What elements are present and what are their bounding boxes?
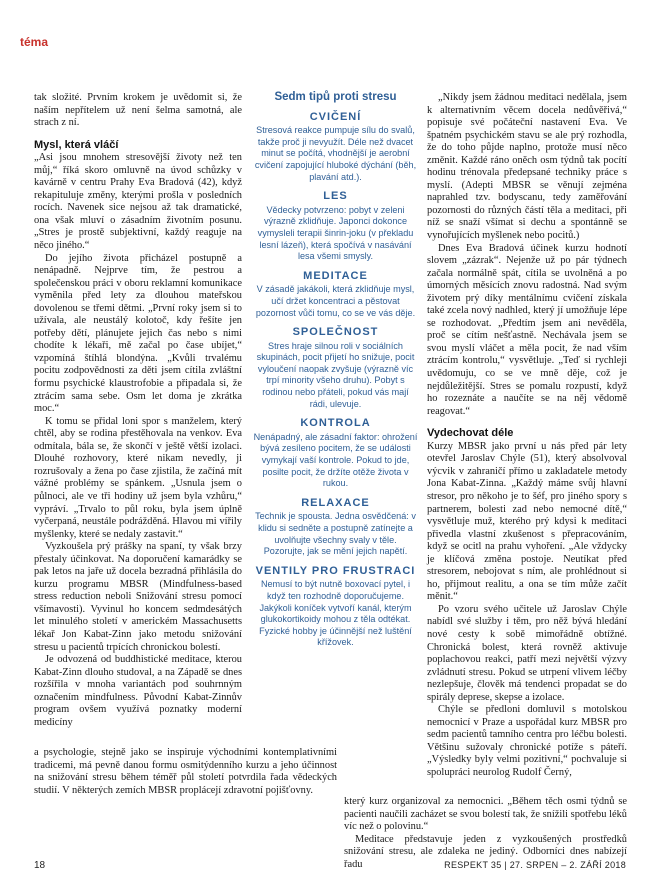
- paragraph: Chýle se předloni domluvil s motolskou nemocnicí v Praze a uspořádal kurz MBSR pro sedm pacientů tamního centra pro léčbu bolesti. Většinu sužovaly chronické potíže s páteří. „Výsledky byly velmi pozitivní,“ pochvaluje si spolupráci neurolog Rudolf Černý,: [427, 704, 627, 778]
- paragraph: Do jejího života přicházel postupně a nenápadně. Nejprve tím, že pestrou a společenskou práci v oboru reklamní komunikace vyměnila před lety za dlouhou mateřskou dovolenou se třemi dětmi. „První roky jsem si to užívala, ale neustálý kolotoč, kdy řešíte jen potřeby dětí, plánujete jejich čas nebo s nimi chodíte k lékaři, mě začal po čase ubíjet,“ vzpomíná štíhlá blondýna. „Kvůli trvalému pocitu zodpovědnosti za děti jsem cítila zvláštní formu psychické klaustrofobie a připadala si, že ztrácím sama sebe. Osm let doma je zkrátka moc.“: [34, 252, 242, 415]
- tip-text: Stres hraje silnou roli v sociálních skupinách, pocit přijetí ho snižuje, pocit vyloučení naopak zvyšuje (výrazně víc trpí minority všeho druhu). Pobyt s rodinou nebo přáteli, pokud vás mají rádi, ulevuje.: [256, 340, 415, 409]
- tip-heading: RELAXACE: [301, 496, 370, 509]
- tip-heading: MEDITACE: [303, 269, 368, 282]
- tip-text: Nenápadný, ale zásadní faktor: ohrožení bývá zesíleno pocitem, že se události vymykají vaší kontrole. Pokud to jde, posilte pocit, že držíte otěže života v rukou.: [253, 431, 418, 489]
- paragraph: Kurzy MBSR jako první u nás před pár lety otevřel Jaroslav Chýle (51), který absolvoval výcvik v zahraničí přímo u zakladatele metody Jona Kabat-Zinna. „Každý máme svůj hlavní stresor, pro někoho je to šéf, pro jiného spory s partnerem, bolesti zad nebo nemocné dítě,“ vysvětluje muž, kterého prý kdysi k meditaci přivedla vlastní zkušenost s přepracováním, když se ocitl na prahu vyhoření. „Ale vždycky je klíčová změna postoje. Neutíkat před stresorem, nebojovat s ním, ale prohlédnout si ho, přijmout realitu, a ona se tím může začít měnit.“: [427, 440, 627, 603]
- tip-spolecnost: [253, 327, 418, 410]
- paragraph: a psychologie, stejně jako se inspiruje východními kontemplativními tradicemi, má pevně danou formu osmitýdenního kurzu a jeho účinnost na snižování stresu během téměř půl století potvrdila řada vědeckých studií. V některých zemích MBSR proplácejí zdravotní pojišťovny.: [34, 747, 337, 796]
- tip-heading: LES: [323, 190, 348, 203]
- issue-info: RESPEKT 35 | 27. SRPEN – 2. ZÁŘÍ 2018: [444, 860, 626, 870]
- sidebar-title: Sedm tipů proti stresu: [274, 91, 397, 103]
- tip-text: V zásadě jakákoli, která zklidňuje mysl, učí držet koncentraci a pěstovat pozornost vůči tomu, co se ve vás děje.: [255, 284, 416, 318]
- paragraph: „Nikdy jsem žádnou meditaci nedělala, jsem k alternativním věcem docela nedůvěřivá,“ popisuje své počáteční nastavení Eva. Ve špatném psychickém stavu se ale prý rozhodla, že do toho půjde naplno, protože musí něco změnit. Každé ráno oněch osm týdnů tak pocítí hodinu trénovala předepsané techniky práce s myslí. (Adepti MBSR se věnují zejména naprahled tzv. bodyscanu, tedy zaměřování pozornosti do různých částí těla a meditaci, při níž se snaží všímat si dechu a spontánně se vynořujících myšlenek nebo pocitů.): [427, 92, 627, 242]
- paragraph: který kurz organizoval za nemocnici. „Během těch osmi týdnů se pacienti naučili zacházet se svou bolestí tak, že snížili spotřebu léků víc než o polovinu.“: [344, 796, 627, 833]
- tip-les: [253, 191, 418, 263]
- subheading: Mysl, která vláčí: [34, 138, 119, 151]
- article-column-left: [34, 92, 242, 729]
- article-bottom-left: [34, 747, 337, 797]
- section-tag: téma: [20, 35, 49, 49]
- tip-meditace: [253, 271, 418, 319]
- tip-text: Nemusí to být nutně boxovací pytel, i když ten rozhodně doporučujeme. Jakýkoli koníček vytvoří kanál, kterým glukokortikoidy mohou z těla odtékat. Fyzické hobby je účinnější než luštění křížovek.: [259, 579, 412, 648]
- tip-heading: CVIČENÍ: [309, 110, 362, 123]
- tip-cviceni: [253, 112, 418, 184]
- tips-sidebar: [253, 92, 418, 649]
- subheading: Vydechovat déle: [427, 427, 514, 440]
- tip-heading: SPOLEČNOST: [292, 326, 379, 339]
- tip-text: Vědecky potvrzeno: pobyt v zeleni výrazně zklidňuje. Japonci dokonce vymysleli terapii šinrin-joku (v překladu lesní lázeň), která spočívá v nasávání lesa všemi smysly.: [257, 204, 414, 262]
- tip-heading: KONTROLA: [300, 417, 371, 430]
- tip-heading: VENTILY PRO FRUSTRACI: [255, 564, 416, 577]
- paragraph: Meditace představuje jeden z vyzkoušených prostředků snižování stresu, ale zdaleka ne jediný. Odborníci dnes nabízejí řadu: [344, 833, 627, 870]
- paragraph: Po vzoru svého učitele už Jaroslav Chýle nabídl své služby i těm, pro něž bývá hledání nové cesty k sobě mimořádně obtížné. Chronická bolest, která rovněž aktivuje poplachovou reakci, patří mezi největší výzvy zvládnutí stresu. Pokud se utrpení vlivem léčby nezlepšuje, člověk má tendenci propadat se do spirály deprese, skepse a izolace.: [427, 603, 627, 703]
- page-number: 18: [34, 860, 46, 871]
- article-column-right: [427, 92, 627, 780]
- tip-text: Stresová reakce pumpuje sílu do svalů, takže proč ji nevyužít. Déle než dvacet minut se počítá, vhodnější je aerobní cvičení zapojující hluboké dýchání (běh, plavání atd.).: [254, 125, 417, 182]
- tip-text: Technik je spousta. Jedna osvědčená: v klidu si sedněte a postupně zatínejte a uvolňujte všechny svaly v těle. Pozorujte, jak se mění jejich napětí.: [255, 511, 416, 557]
- paragraph: tak složité. Prvním krokem je uvědomit si, že naším nepřítelem už není šelma samotná, ale strach z ní.: [34, 92, 242, 129]
- tip-kontrola: [253, 418, 418, 490]
- paragraph: Vyzkoušela prý prášky na spaní, ty však brzy přestaly účinkovat. Na doporučení kamarádky se pak letos na jaře už docela bezradná přihlásila do kurzu programu MBSR (Mindfulness-based stress reduction neboli Snižování stresu pomocí všímavosti). Vyvinul ho koncem sedmdesátých let minulého století v americkém Massachusetts lékař Jon Kabat-Zinn jako metodu snižování stresu u pacientů trpících chronickou bolestí.: [34, 541, 242, 653]
- paragraph: „Asi jsou mnohem stresovější životy než ten můj,“ říká skoro omluvně na úvod schůzky v kavárně v centru Prahy Eva Bradová (42), když rekapituluje změny, kterými prošla v posledních rocích. Navenek sice nejsou až tak dramatické, ona však mluví o zásadním životním posunu. „Stres je prostě subjektivní, každý reaguje na něco jiného.“: [34, 152, 242, 252]
- tip-ventily: [253, 566, 418, 649]
- paragraph: Dnes Eva Bradová účinek kurzu hodnotí slovem „zázrak“. Nejenže už po pár týdnech začala normálně spát, cítila se uvolněná a po úmorných měsících znovu radostná. Nad svým životem prý díky mentálnímu cvičení získala také zcela nový nadhled, který jí umožňuje lépe se rozhodovat. „Předtím jsem ani nevěděla, proč se cítím nešťastně. Nechávala jsem se svou myslí vláčet a měla pocit, že nad vším ztrácím kontrolu,“ vysvětluje. „Teď si rychleji uvědomuju, co se ve mně děje, což je nejdůležitější. Stres se pomalu rozpustí, když ho rozeznáte a naučíte se na něj vědomě reagovat.“: [427, 242, 627, 417]
- paragraph: K tomu se přidal loni spor s manželem, který chtěl, aby se rodina přestěhovala na venkov. Eva odmítala, bála se, že skončí v ještě větší izolaci. Dlouhé rozhovory, které nikam nevedly, ji rozrušovaly a žena po čase zjistila, že začíná mít vážné problémy se spánkem. „Usnula jsem o půlnoci, ale ve tři hodiny už jsem byla vzhůru,“ vypráví. „Trvalo to půl roku, byla jsem úplně vyčerpaná, neustále podrážděná. Hlavou mi vířily myšlenky, které se nedaly zastavit.“: [34, 415, 242, 540]
- tip-relaxace: [253, 498, 418, 558]
- paragraph: Je odvozená od buddhistické meditace, kterou Kabat-Zinn dlouho studoval, a na Západě se dnes rozšířila v mnoha variantách pod souhrnným označením mindfulness. Původní Kabat-Zinnův program ovšem využívá poznatky moderní medicíny: [34, 654, 242, 728]
